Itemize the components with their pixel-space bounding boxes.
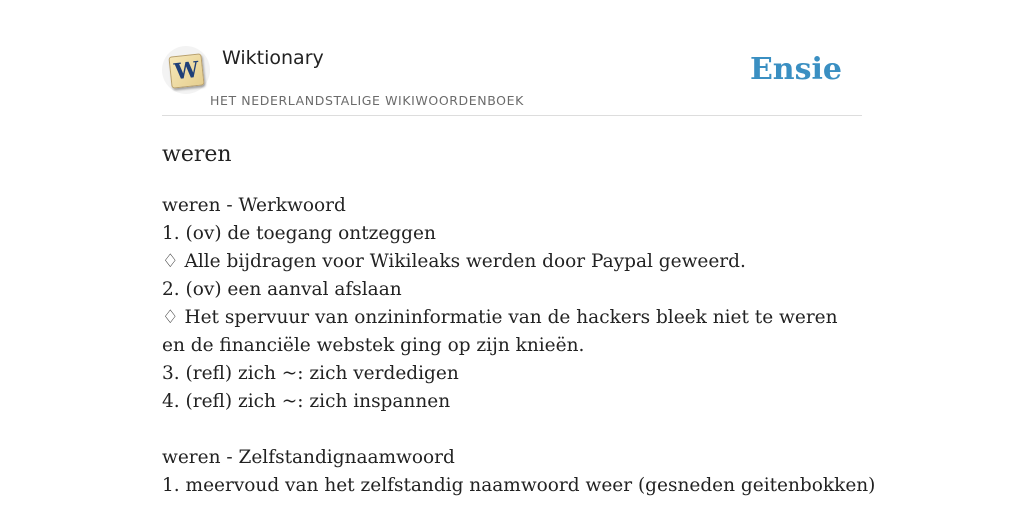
section-heading: weren - Werkwoord (162, 195, 346, 216)
logo-letter: W (172, 56, 201, 86)
header-divider (162, 115, 862, 116)
section-werkwoord (162, 192, 862, 416)
definition-line: 4. (refl) zich ~: zich inspannen (162, 391, 451, 412)
section-zelfstandignaamwoord (162, 444, 876, 500)
site-title[interactable]: Wiktionary (222, 47, 324, 69)
section-heading: weren - Zelfstandignaamwoord (162, 447, 455, 468)
site-subtitle: HET NEDERLANDSTALIGE WIKIWOORDENBOEK (210, 93, 524, 108)
definition-line: 1. meervoud van het zelfstandig naamwoord weer (gesneden geitenbokken) (162, 475, 876, 496)
example-line: ♢ Het spervuur van onzininformatie van de hackers bleek niet te weren en de financiële webstek ging op zijn knieën. (162, 307, 838, 356)
definition-line: 1. (ov) de toegang ontzeggen (162, 223, 436, 244)
definition-entry (162, 192, 876, 500)
definition-line: 3. (refl) zich ~: zich verdedigen (162, 363, 459, 384)
logo-tile-icon (168, 53, 204, 88)
section-spacer (162, 416, 862, 444)
page-title: weren (162, 142, 232, 167)
wiktionary-logo[interactable] (162, 46, 210, 94)
ensie-brand-link[interactable]: Ensie (749, 52, 842, 87)
page (162, 0, 876, 512)
definition-line: 2. (ov) een aanval afslaan (162, 279, 402, 300)
example-line: ♢ Alle bijdragen voor Wikileaks werden door Paypal geweerd. (162, 251, 746, 272)
